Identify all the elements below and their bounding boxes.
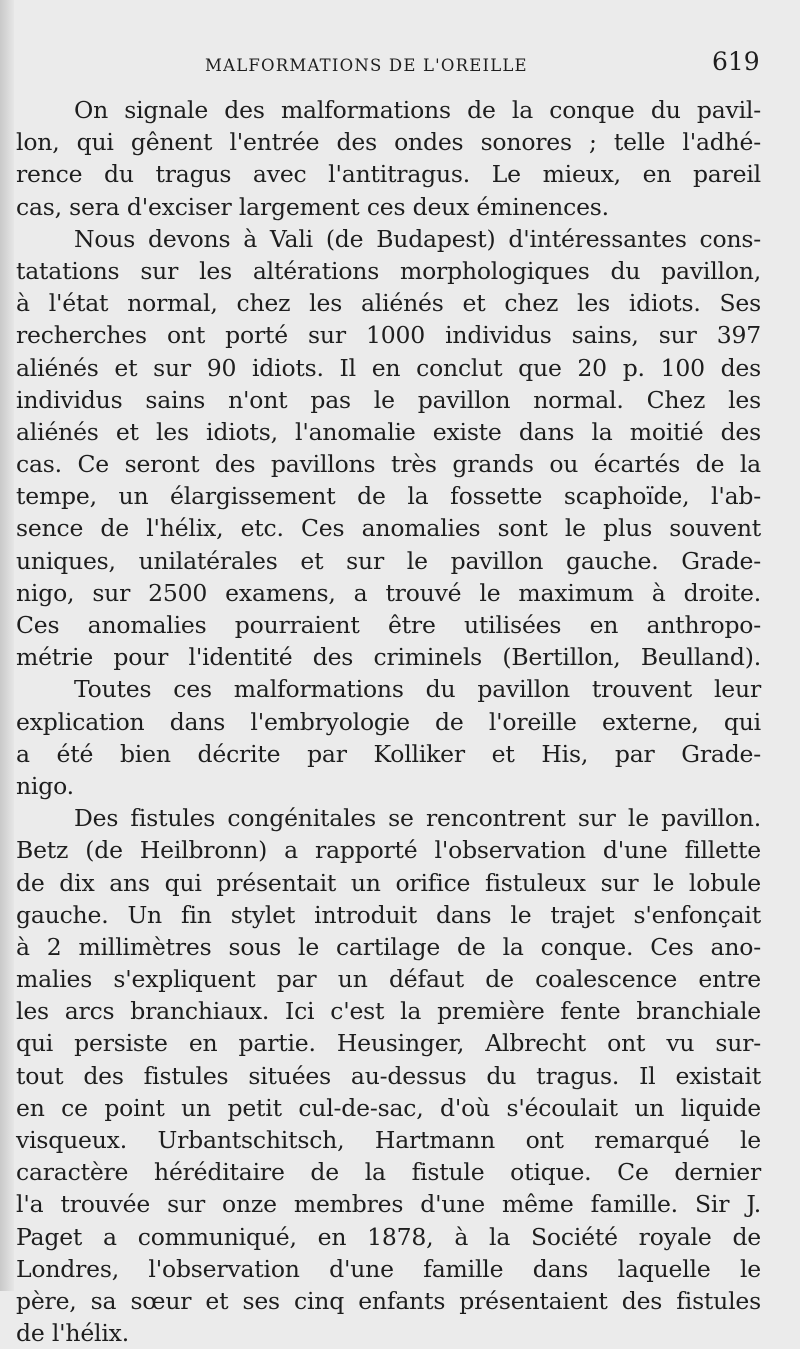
text-line: de l'hélix. <box>16 1319 129 1348</box>
text-line: explication dans l'embryologie de l'oreille externe, qui <box>16 707 761 736</box>
text-line: à l'état normal, chez les aliénés et chez les idiots. Ses <box>16 289 761 318</box>
text-line: cas. Ce seront des pavillons très grands ou écartés de la <box>16 450 761 479</box>
text-line: père, sa sœur et ses cinq enfants présentaient des fistules <box>16 1286 761 1315</box>
text-line: tout des fistules situées au-dessus du tragus. Il existait <box>16 1061 761 1090</box>
text-line: tatations sur les altérations morphologiques du pavillon, <box>16 256 761 285</box>
text-line: métrie pour l'identité des criminels (Bertillon, Beulland). <box>16 643 761 672</box>
text-line: Des fistules congénitales se rencontrent sur le pavillon. <box>74 804 761 833</box>
text-line: nigo, sur 2500 examens, a trouvé le maximum à droite. <box>16 578 761 607</box>
text-line: Nous devons à Vali (de Budapest) d'intéressantes cons- <box>74 224 761 253</box>
text-line: Betz (de Heilbronn) a rapporté l'observation d'une fillette <box>16 836 761 865</box>
text-line: cas, sera d'exciser largement ces deux éminences. <box>16 192 609 221</box>
page-number: 619 <box>712 47 760 76</box>
text-line: recherches ont porté sur 1000 individus sains, sur 397 <box>16 321 761 350</box>
text-line: Paget a communiqué, en 1878, à la Société royale de <box>16 1222 761 1251</box>
text-line: malies s'expliquent par un défaut de coalescence entre <box>16 965 761 994</box>
text-line: sence de l'hélix, etc. Ces anomalies sont le plus souvent <box>16 514 761 543</box>
text-line: à 2 millimètres sous le cartilage de la conque. Ces ano- <box>16 932 761 961</box>
text-line: de dix ans qui présentait un orifice fistuleux sur le lobule <box>16 868 761 897</box>
text-line: a été bien décrite par Kolliker et His, par Grade- <box>16 739 761 768</box>
text-line: visqueux. Urbantschitsch, Hartmann ont remarqué le <box>16 1126 761 1154</box>
text-line: Toutes ces malformations du pavillon trouvent leur <box>74 675 761 704</box>
text-line: aliénés et les idiots, l'anomalie existe dans la moitié des <box>16 417 761 446</box>
text-line: les arcs branchiaux. Ici c'est la première fente branchiale <box>16 997 761 1026</box>
text-line: l'a trouvée sur onze membres d'une même famille. Sir J. <box>16 1190 761 1219</box>
text-line: uniques, unilatérales et sur le pavillon gauche. Grade- <box>16 546 761 575</box>
text-line: rence du tragus avec l'antitragus. Le mieux, en pareil <box>16 160 761 189</box>
text-line: lon, qui gênent l'entrée des ondes sonores ; telle l'adhé- <box>16 128 761 157</box>
text-line: caractère héréditaire de la fistule otique. Ce dernier <box>16 1158 761 1187</box>
text-line: individus sains n'ont pas le pavillon normal. Chez les <box>16 385 761 414</box>
text-line: tempe, un élargissement de la fossette scaphoïde, l'ab- <box>16 482 761 511</box>
text-line: Ces anomalies pourraient être utilisées en anthropo- <box>16 611 761 639</box>
text-line: gauche. Un fin stylet introduit dans le trajet s'enfonçait <box>16 900 761 929</box>
text-line: Londres, l'observation d'une famille dans laquelle le <box>16 1254 761 1283</box>
text-line: On signale des malformations de la conque du pavil- <box>74 96 761 124</box>
text-line: qui persiste en partie. Heusinger, Albrecht ont vu sur- <box>16 1029 761 1058</box>
text-line: nigo. <box>16 771 74 800</box>
text-line: en ce point un petit cul-de-sac, d'où s'écoulait un liquide <box>16 1093 761 1122</box>
body-text <box>16 94 761 1349</box>
running-header-title: MALFORMATIONS DE L'OREILLE <box>205 56 528 75</box>
text-line: aliénés et sur 90 idiots. Il en conclut que 20 p. 100 des <box>16 353 761 382</box>
